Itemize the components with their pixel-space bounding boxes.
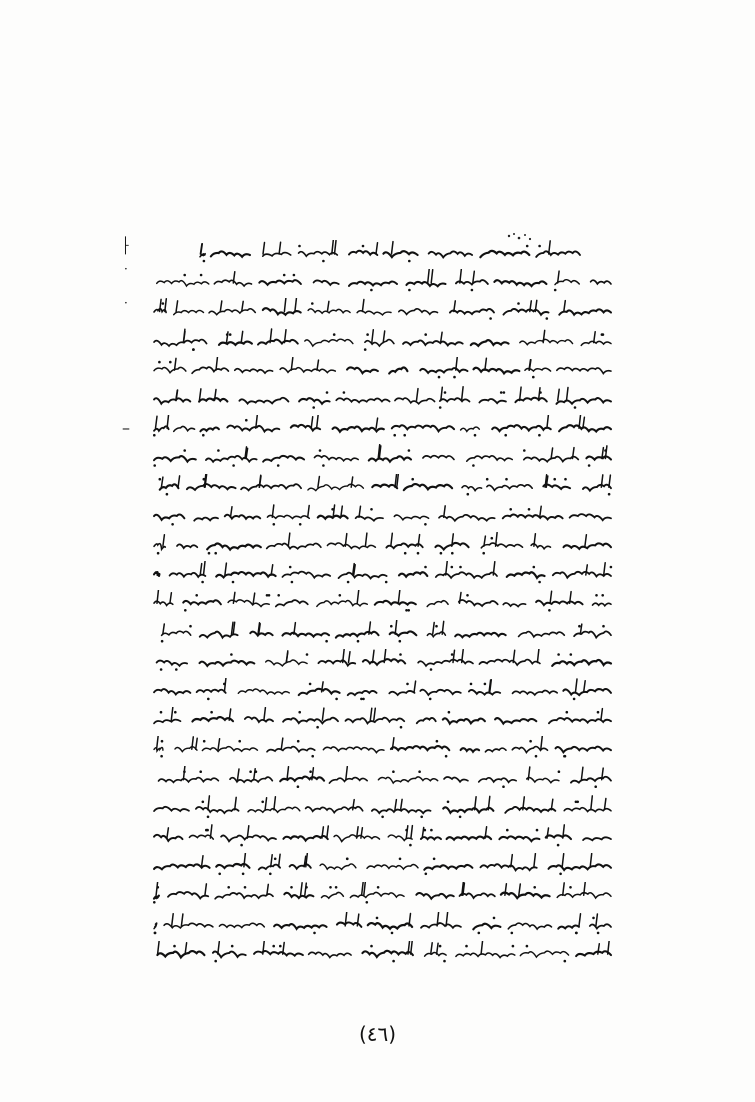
manuscript-line bbox=[150, 941, 615, 965]
manuscript-line bbox=[150, 649, 615, 673]
margin-mark-left-2: · bbox=[124, 262, 128, 276]
margin-mark-left-3: · bbox=[124, 296, 128, 310]
manuscript-line bbox=[150, 415, 615, 439]
margin-mark-left-4: – bbox=[122, 418, 130, 437]
manuscript-line bbox=[150, 503, 615, 527]
manuscript-line bbox=[150, 736, 615, 760]
manuscript-line bbox=[150, 766, 615, 790]
manuscript-line bbox=[150, 678, 615, 702]
manuscript-text-block bbox=[150, 240, 615, 980]
manuscript-line bbox=[150, 824, 615, 848]
manuscript-line bbox=[150, 853, 615, 877]
manuscript-line bbox=[150, 795, 615, 819]
manuscript-line bbox=[150, 474, 615, 498]
manuscript-line bbox=[150, 269, 615, 293]
margin-mark-left-1: ⸠ bbox=[122, 234, 132, 255]
manuscript-line bbox=[150, 328, 615, 352]
page-number: (٤٦) bbox=[358, 1022, 397, 1046]
manuscript-line bbox=[150, 386, 615, 410]
manuscript-line bbox=[150, 707, 615, 731]
manuscript-line bbox=[150, 590, 615, 614]
manuscript-line bbox=[150, 532, 615, 556]
manuscript-line bbox=[150, 561, 615, 585]
manuscript-line bbox=[150, 912, 615, 936]
manuscript-line bbox=[150, 357, 615, 381]
manuscript-line bbox=[150, 882, 615, 906]
manuscript-line bbox=[150, 240, 615, 264]
manuscript-line bbox=[150, 298, 615, 322]
manuscript-line bbox=[150, 444, 615, 468]
manuscript-line bbox=[150, 620, 615, 644]
